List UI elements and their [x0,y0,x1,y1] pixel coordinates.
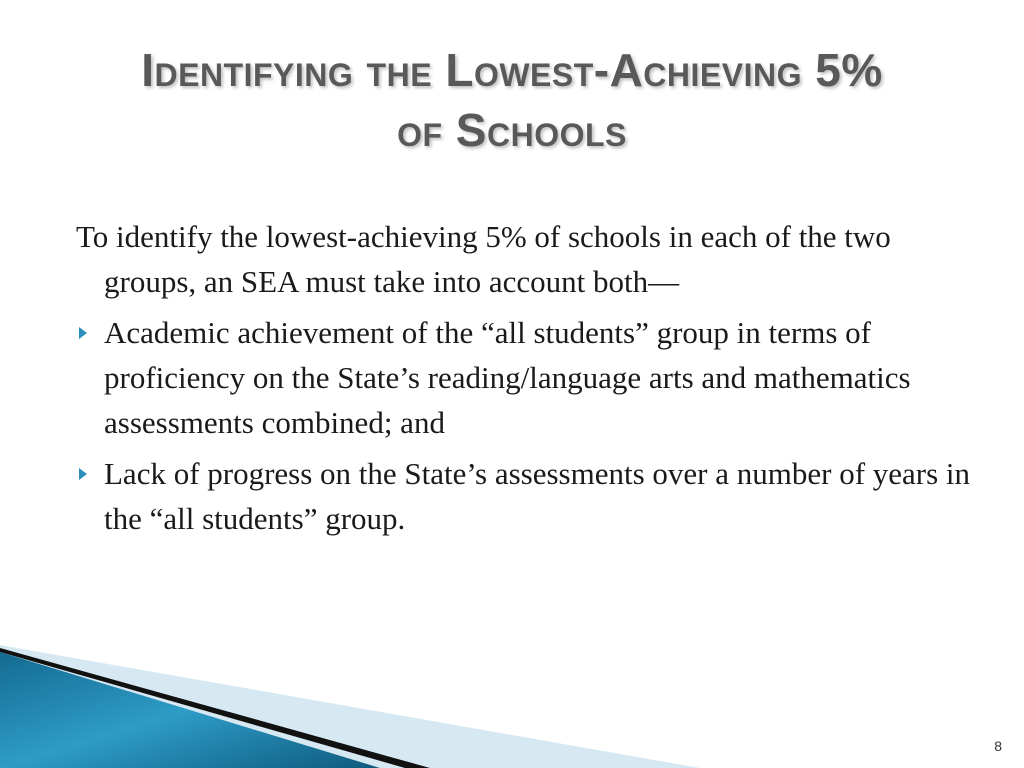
bullet-item-1 [76,310,976,445]
intro-paragraph: To identify the lowest-achieving 5% of schools in each of the two groups, an SEA must take into account both— [76,219,891,299]
title-line-1: Identifying the Lowest-Achieving 5% [141,44,883,96]
slide-title [40,40,984,160]
triangle-right-icon [79,468,87,480]
bullet-item-2 [76,451,976,541]
page-number: 8 [994,738,1002,754]
bullet-text-1: Academic achievement of the “all students” group in terms of proficiency on the State’s reading/language arts and mathematics assessments combined; and [104,315,911,440]
title-line-2: of Schools [397,104,627,156]
slide-body [76,214,976,541]
triangle-right-icon [79,327,87,339]
bullet-text-2: Lack of progress on the State’s assessments over a number of years in the “all students” group. [104,456,971,536]
